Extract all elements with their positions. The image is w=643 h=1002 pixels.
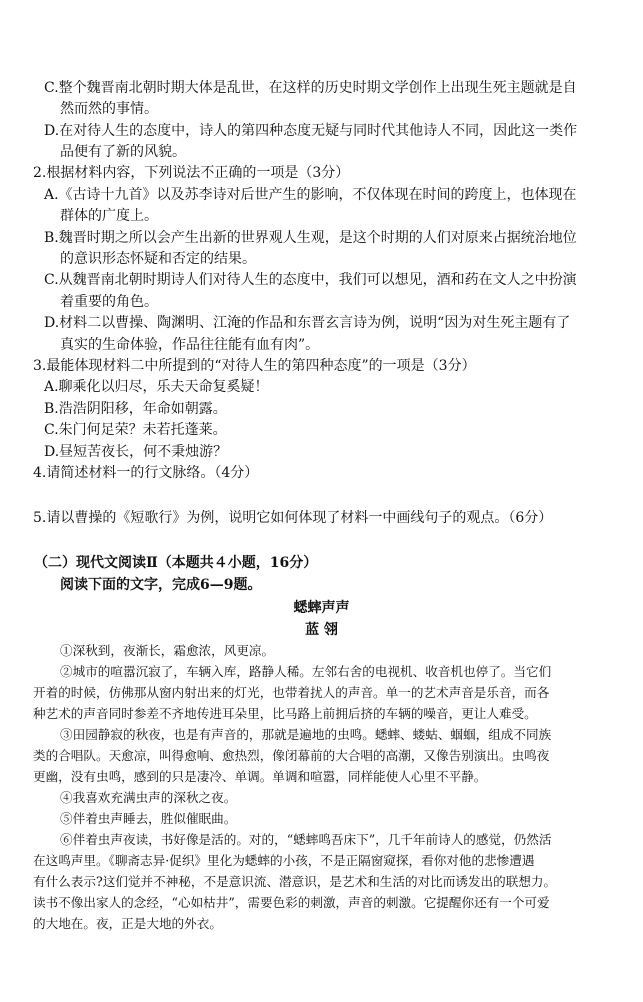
question-2-option-d-line-1: D.材料二以曹操、陶渊明、江淹的作品和东晋玄言诗为例，说明“因为对生死主题有了 [44, 315, 571, 331]
question-4: 4.请简述材料一的行文脉络。（4分） [33, 465, 259, 481]
article-paragraph-2-line-3: 种艺术的声音同时参差不齐地传进耳朵里，比马路上前拥后挤的车辆的噪音，更让人难受。 [33, 706, 537, 721]
question-3-option-b: B.浩浩阴阳移，年命如朝露。 [44, 401, 227, 417]
question-3-stem: 3.最能体现材料二中所提到的“对待人生的第四种态度”的一项是（3分） [33, 358, 476, 374]
question-2-option-a-line-2: 群体的广度上。 [60, 208, 158, 224]
article-paragraph-6-line-1: ⑥伴着虫声夜读，书好像是活的。对的，“蟋蟀鸣吾床下”，几千年前诗人的感觉，仍然活 [60, 832, 552, 847]
article-paragraph-6-line-2: 在这鸣声里。《聊斋志异·促织》里化为蟋蟀的小孩，不是正隔窗窥探，看你对他的悲惨遭遇 [33, 853, 535, 868]
question-3-option-d: D.昼短苦夜长，何不秉烛游？ [44, 444, 228, 460]
article-paragraph-6-line-5: 的大地在。夜，正是大地的外衣。 [33, 916, 222, 931]
article-paragraph-6-line-4: 读书不像出家人的念经，“心如枯井”，需要色彩的刺激，声音的刺激。它提醒你还有一个可爱 [33, 895, 550, 910]
question-2-option-b-line-1: B.魏晋时期之所以会产生出新的世界观人生观，是这个时期的人们对原来占据统治地位 [44, 230, 577, 246]
question-2-option-a-line-1: A.《古诗十九首》以及苏李诗对后世产生的影响，不仅体现在时间的跨度上，也体现在 [44, 187, 577, 203]
option-c-line-2: 然而然的事情。 [60, 101, 158, 117]
section-instruction: 阅读下面的文字，完成6—9题。 [60, 577, 262, 593]
article-paragraph-3-line-3: 更幽，没有虫鸣，感到的只是凄冷、单调。单调和喧嚣，同样能使人心里不平静。 [33, 769, 487, 784]
article-paragraph-1: ①深秋到，夜渐长，霜愈浓，风更凉。 [60, 643, 275, 658]
question-2-option-b-line-2: 的意识形态怀疑和否定的结果。 [60, 251, 256, 267]
article-paragraph-6-line-3: 有什么表示?这们觉并不神秘，不是意识流、潜意识，是艺术和生活的对比而诱发出的联想力。 [33, 874, 557, 889]
question-3-option-a: A.聊乘化以归尽，乐夫天命复奚疑！ [44, 379, 269, 395]
article-paragraph-5: ⑤伴着虫声睡去，胜似催眠曲。 [60, 811, 237, 826]
question-2-option-c-line-1: C.从魏晋南北朝时期诗人们对待人生的态度中，我们可以想见，酒和药在文人之中扮演 [44, 272, 577, 288]
article-paragraph-3-line-1: ③田园静寂的秋夜，也是有声音的，那就是遍地的虫鸣。蟋蟀、蝼蛄、蝈蝈，组成不同族 [60, 727, 552, 742]
question-3-option-c: C.朱门何足荣？未若托蓬莱。 [44, 422, 227, 438]
option-d-line-2: 品便有了新的风貌。 [60, 144, 186, 160]
article-author: 蓝 翎 [305, 622, 338, 638]
section-heading: （二）现代文阅读Ⅱ（本题共４小题，16分） [34, 555, 318, 571]
article-paragraph-4: ④我喜欢充满虫声的深秋之夜。 [60, 790, 237, 805]
article-title: 蟋蟀声声 [293, 600, 350, 616]
question-2-stem: 2.根据材料内容，下列说法不正确的一项是（3分） [33, 165, 350, 181]
question-2-option-d-line-2: 真实的生命体验，作品往往能有血有肉”。 [60, 337, 320, 353]
article-paragraph-2-line-2: 开着的时候，仿佛那从窗内射出来的灯光，也带着扰人的声音。单一的艺术声音是乐音，而各 [33, 685, 550, 700]
question-5: 5.请以曹操的《短歌行》为例，说明它如何体现了材料一中画线句子的观点。（6分） [33, 510, 553, 526]
option-c-line-1: C.整个魏晋南北朝时期大体是乱世，在这样的历史时期文学创作上出现生死主题就是自 [44, 80, 577, 96]
option-d-line-1: D.在对待人生的态度中，诗人的第四种态度无疑与同时代其他诗人不同，因此这一类作 [44, 123, 578, 139]
question-2-option-c-line-2: 着重要的角色。 [60, 294, 158, 310]
article-paragraph-2-line-1: ②城市的喧嚣沉寂了，车辆入库，路静人稀。左邻右舍的电视机、收音机也停了。当它们 [60, 664, 552, 679]
article-paragraph-3-line-2: 类的合唱队。天愈凉，叫得愈响、愈热烈，像闭幕前的大合唱的高潮，又像告别演出。虫鸣夜 [33, 748, 550, 763]
